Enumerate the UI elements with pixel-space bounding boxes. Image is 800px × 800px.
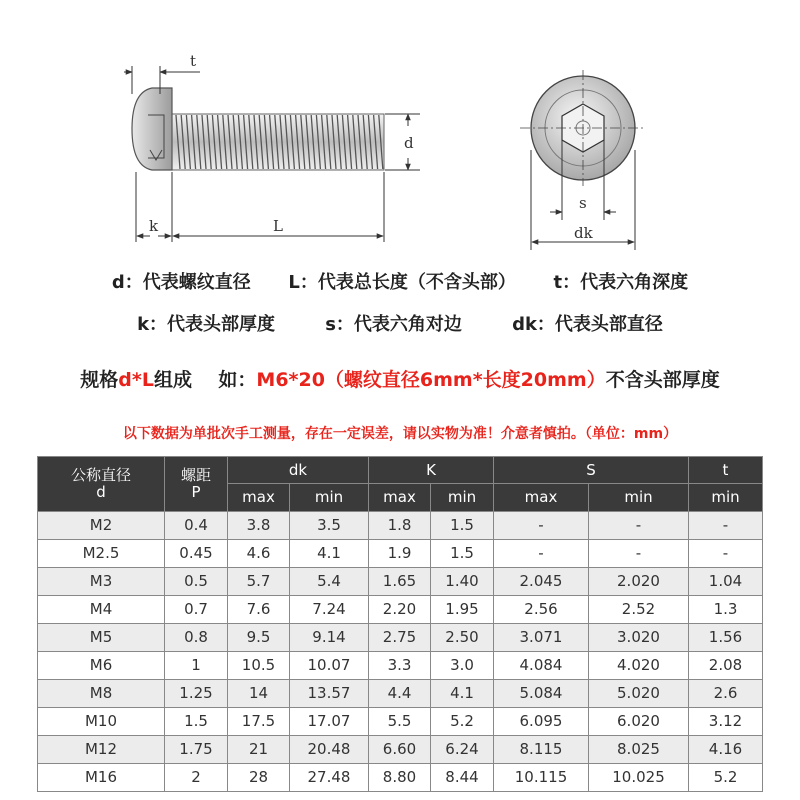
table-cell: 0.7 <box>165 596 228 624</box>
legend-t: t：代表六角深度 <box>553 272 689 293</box>
table-cell: 1.3 <box>689 596 763 624</box>
table-cell: 6.020 <box>589 708 689 736</box>
table-cell: 10.07 <box>290 652 369 680</box>
table-cell: M2 <box>38 512 165 540</box>
table-cell: 17.07 <box>290 708 369 736</box>
table-row <box>38 568 763 596</box>
table-cell: 17.5 <box>228 708 290 736</box>
legend-line-1 <box>0 268 800 294</box>
table-cell: 8.44 <box>431 764 494 792</box>
table-cell: 10.115 <box>494 764 589 792</box>
spec-table-body <box>38 512 763 792</box>
screw-dimension-drawing <box>0 0 800 260</box>
table-cell: 3.5 <box>290 512 369 540</box>
table-cell: - <box>494 512 589 540</box>
table-cell: M16 <box>38 764 165 792</box>
table-cell: 1.40 <box>431 568 494 596</box>
table-row <box>38 652 763 680</box>
table-cell: 21 <box>228 736 290 764</box>
table-cell: 5.084 <box>494 680 589 708</box>
table-cell: 4.4 <box>369 680 431 708</box>
table-cell: 2.50 <box>431 624 494 652</box>
table-cell: 8.80 <box>369 764 431 792</box>
table-cell: 7.24 <box>290 596 369 624</box>
legend-dk: dk：代表头部直径 <box>512 314 663 335</box>
table-cell: 20.48 <box>290 736 369 764</box>
table-cell: 2.52 <box>589 596 689 624</box>
spec-prefix: 规格 <box>80 369 119 391</box>
table-cell: 14 <box>228 680 290 708</box>
table-cell: 5.2 <box>431 708 494 736</box>
table-cell: 7.6 <box>228 596 290 624</box>
table-row <box>38 596 763 624</box>
table-cell: 1.56 <box>689 624 763 652</box>
label-L: L <box>273 217 283 235</box>
table-cell: 1 <box>165 652 228 680</box>
table-cell: - <box>589 512 689 540</box>
table-row <box>38 764 763 792</box>
table-cell: 4.020 <box>589 652 689 680</box>
table-row <box>38 512 763 540</box>
table-cell: 5.4 <box>290 568 369 596</box>
table-cell: 2.75 <box>369 624 431 652</box>
table-cell: 1.75 <box>165 736 228 764</box>
spec-formula: d*L <box>118 369 154 391</box>
header-dk: dk <box>228 457 369 484</box>
table-cell: 1.65 <box>369 568 431 596</box>
table-cell: - <box>689 540 763 568</box>
table-cell: 1.5 <box>165 708 228 736</box>
table-cell: 1.5 <box>431 512 494 540</box>
table-cell: 10.025 <box>589 764 689 792</box>
table-cell: M6 <box>38 652 165 680</box>
table-cell: M5 <box>38 624 165 652</box>
spec-table <box>37 456 763 792</box>
header-t-min: min <box>689 484 763 512</box>
table-cell: 5.020 <box>589 680 689 708</box>
table-cell: 2.6 <box>689 680 763 708</box>
table-cell: 2.020 <box>589 568 689 596</box>
spec-middle: 组成 如： <box>153 369 257 391</box>
table-cell: M8 <box>38 680 165 708</box>
label-t: t <box>190 52 197 70</box>
table-cell: M10 <box>38 708 165 736</box>
table-cell: 6.60 <box>369 736 431 764</box>
header-pitch: 螺距 P <box>165 457 228 512</box>
table-cell: 2.20 <box>369 596 431 624</box>
table-cell: - <box>494 540 589 568</box>
table-cell: 4.6 <box>228 540 290 568</box>
table-cell: 13.57 <box>290 680 369 708</box>
table-cell: 8.025 <box>589 736 689 764</box>
table-cell: - <box>689 512 763 540</box>
legend-line-2 <box>0 310 800 336</box>
table-cell: 2.08 <box>689 652 763 680</box>
table-row <box>38 708 763 736</box>
table-cell: 1.5 <box>431 540 494 568</box>
table-cell: 6.24 <box>431 736 494 764</box>
table-row <box>38 540 763 568</box>
table-cell: 3.12 <box>689 708 763 736</box>
table-cell: 5.5 <box>369 708 431 736</box>
table-cell: 4.1 <box>431 680 494 708</box>
table-cell: 0.8 <box>165 624 228 652</box>
table-cell: 0.5 <box>165 568 228 596</box>
table-cell: 1.25 <box>165 680 228 708</box>
table-cell: 1.04 <box>689 568 763 596</box>
measurement-notice: 以下数据为单批次手工测量，存在一定误差，请以实物为准！介意者慎拍。（单位：mm） <box>122 426 678 442</box>
table-cell: 2 <box>165 764 228 792</box>
legend-k: k：代表头部厚度 <box>137 314 276 335</box>
header-t: t <box>689 457 763 484</box>
spec-suffix: 不含头部厚度 <box>605 369 720 391</box>
table-cell: 6.095 <box>494 708 589 736</box>
header-dk-max: max <box>228 484 290 512</box>
spec-example: M6*20（螺纹直径6mm*长度20mm） <box>256 369 606 391</box>
table-cell: 4.1 <box>290 540 369 568</box>
header-S-min: min <box>589 484 689 512</box>
table-cell: 9.14 <box>290 624 369 652</box>
table-cell: 5.7 <box>228 568 290 596</box>
table-cell: M4 <box>38 596 165 624</box>
spec-explanation <box>0 365 800 392</box>
table-row <box>38 624 763 652</box>
table-cell: 8.115 <box>494 736 589 764</box>
table-cell: 1.8 <box>369 512 431 540</box>
table-cell: 9.5 <box>228 624 290 652</box>
table-cell: 3.0 <box>431 652 494 680</box>
table-cell: 27.48 <box>290 764 369 792</box>
table-cell: 2.56 <box>494 596 589 624</box>
table-cell: 3.3 <box>369 652 431 680</box>
table-cell: 2.045 <box>494 568 589 596</box>
screw-side-view <box>132 88 384 170</box>
table-cell: 3.071 <box>494 624 589 652</box>
header-K-max: max <box>369 484 431 512</box>
legend-d: d：代表螺纹直径 <box>111 272 251 293</box>
table-cell: 28 <box>228 764 290 792</box>
label-k: k <box>149 217 159 235</box>
header-dk-min: min <box>290 484 369 512</box>
table-cell: 4.084 <box>494 652 589 680</box>
table-row <box>38 680 763 708</box>
header-S-max: max <box>494 484 589 512</box>
label-d-side: d <box>404 134 414 152</box>
table-cell: 5.2 <box>689 764 763 792</box>
table-cell: 3.8 <box>228 512 290 540</box>
legend-L: L：代表总长度（不含头部） <box>288 272 516 293</box>
table-cell: 1.95 <box>431 596 494 624</box>
table-cell: M2.5 <box>38 540 165 568</box>
table-cell: 10.5 <box>228 652 290 680</box>
table-cell: 0.45 <box>165 540 228 568</box>
header-K: K <box>369 457 494 484</box>
header-nominal-diameter: 公称直径 d <box>38 457 165 512</box>
screw-front-view <box>520 70 646 186</box>
header-S: S <box>494 457 689 484</box>
table-cell: M3 <box>38 568 165 596</box>
header-K-min: min <box>431 484 494 512</box>
table-cell: 3.020 <box>589 624 689 652</box>
table-cell: 4.16 <box>689 736 763 764</box>
table-row <box>38 736 763 764</box>
table-cell: M12 <box>38 736 165 764</box>
legend-s: s：代表六角对边 <box>325 314 462 335</box>
table-cell: 1.9 <box>369 540 431 568</box>
table-cell: - <box>589 540 689 568</box>
table-cell: 0.4 <box>165 512 228 540</box>
label-dk: dk <box>574 224 593 242</box>
label-s: s <box>579 194 587 212</box>
